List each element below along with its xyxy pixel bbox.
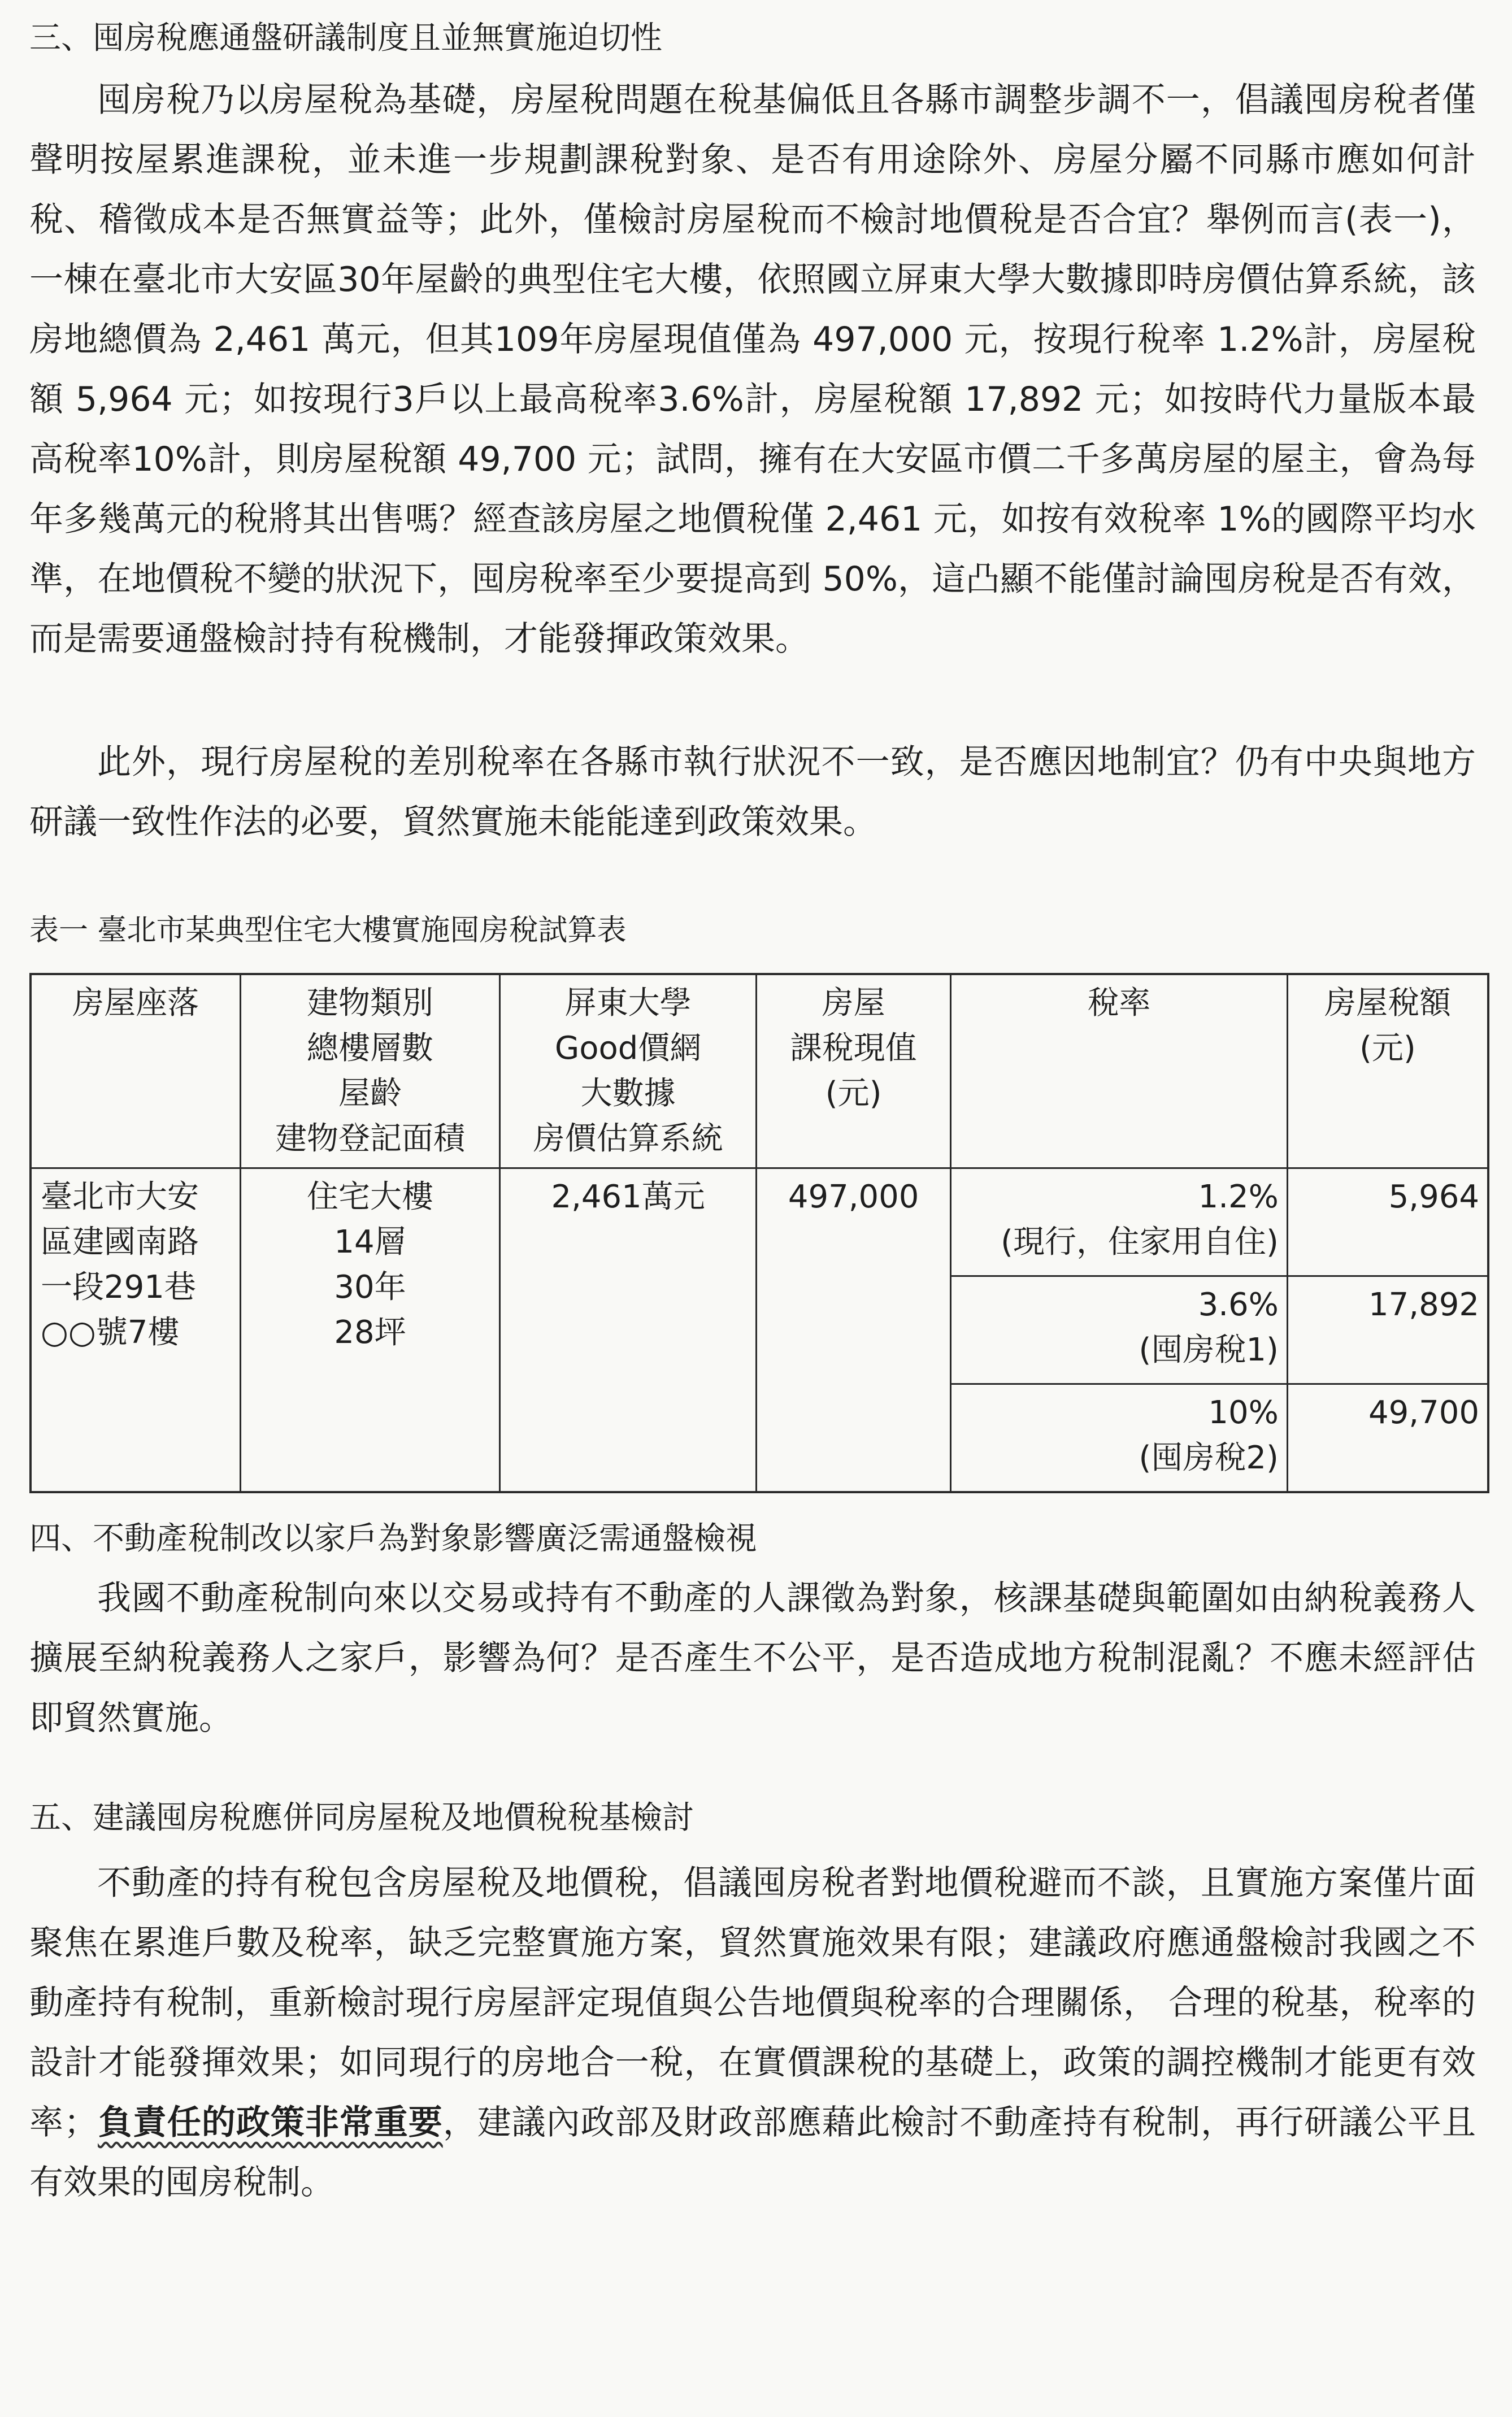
header-location: 房屋座落 — [31, 974, 241, 1168]
section5-text-after: ，建議內政部及財政部應藉此檢討不動產持有稅制，再行研議公平且有效果的囤房稅制。 — [29, 2103, 1476, 2202]
header-building: 建物類別 總樓層數 屋齡 建物登記面積 — [241, 974, 500, 1168]
table-row — [31, 1168, 1488, 1276]
section4-heading: 四、不動產稅制改以家戶為對象影響廣泛需通盤檢視 — [29, 1520, 757, 1557]
cell-assessed-value: 497,000 — [757, 1168, 950, 1493]
section5-text-before: 不動產的持有稅包含房屋稅及地價稅，倡議囤房稅者對地價稅避而不談，且實施方案僅片面聚焦在累進戶數及稅率，缺乏完整實施方案，貿然實施效果有限；建議政府應通盤檢討我國之不動產持有稅制，重新檢討現行房屋評定現值與公告地價與稅率的合理關係， 合理的稅基，稅率的設計才能發揮效果；如同現行的房地合一稅，在實價課稅的基礎上，政策的調控機制才能更有效率； — [29, 1863, 1476, 2142]
cell-tax-current: 5,964 — [1287, 1168, 1488, 1276]
table-caption: 表一 臺北市某典型住宅大樓實施囤房稅試算表 — [29, 914, 627, 947]
header-assessed-value: 房屋 課稅現值 (元) — [757, 974, 950, 1168]
cell-rate-hoarding-1: 3.6% (囤房稅1) — [950, 1276, 1287, 1384]
cell-tax-hoarding-1: 17,892 — [1287, 1276, 1488, 1384]
tax-estimate-table — [29, 973, 1489, 1493]
header-tax-amount: 房屋稅額 (元) — [1287, 974, 1488, 1168]
section5-heading: 五、建議囤房稅應併同房屋稅及地價稅稅基檢討 — [29, 1799, 694, 1836]
emphasis-underlined-text: 負責任的政策非常重要 — [97, 2103, 443, 2142]
section3-paragraph-1: 囤房稅乃以房屋稅為基礎，房屋稅問題在稅基偏低且各縣市調整步調不一，倡議囤房稅者僅聲明按屋累進課稅，並未進一步規劃課稅對象、是否有用途除外、房屋分屬不同縣市應如何計稅、稽徵成本是否無實益等；此外，僅檢討房屋稅而不檢討地價稅是否合宜？舉例而言(表一)，一棟在臺北市大安區30年屋齡的典型住宅大樓，依照國立屏東大學大數據即時房價估算系統，該房地總價為 2,461 萬元，但其109年房屋現值僅為 497,000 元，按現行稅率 1.2%計，房屋稅額 5,964 元；如按現行3戶以上最高稅率3.6%計，房屋稅額 17,892 元；如按時代力量版本最高稅率10%計，則房屋稅額 49,700 元；試問，擁有在大安區市價二千多萬房屋的屋主，會為每年多幾萬元的稅將其出售嗎？經查該房屋之地價稅僅 2,461 元，如按有效稅率 1%的國際平均水準，在地價稅不變的狀況下，囤房稅率至少要提高到 50%，這凸顯不能僅討論囤房稅是否有效，而是需要通盤檢討持有稅機制，才能發揮政策效果。 — [29, 80, 1476, 659]
header-price-system: 屏東大學 Good價網 大數據 房價估算系統 — [499, 974, 757, 1168]
section5-paragraph-1 — [29, 1853, 1476, 2212]
section3-heading: 三、囤房稅應通盤研議制度且並無實施迫切性 — [29, 20, 662, 56]
table-header-row — [31, 974, 1488, 1168]
cell-rate-hoarding-2: 10% (囤房稅2) — [950, 1384, 1287, 1493]
cell-building: 住宅大樓 14層 30年 28坪 — [241, 1168, 500, 1493]
section4-paragraph-1: 我國不動產稅制向來以交易或持有不動產的人課徵為對象，核課基礎與範圍如由納稅義務人擴展至納稅義務人之家戶，影響為何？是否產生不公平，是否造成地方稅制混亂？不應未經評估即貿然實施。 — [29, 1579, 1476, 1738]
cell-rate-current: 1.2% (現行，住家用自住) — [950, 1168, 1287, 1276]
cell-tax-hoarding-2: 49,700 — [1287, 1384, 1488, 1493]
section3-paragraph-2: 此外，現行房屋稅的差別稅率在各縣市執行狀況不一致，是否應因地制宜？仍有中央與地方研議一致性作法的必要，貿然實施未能能達到政策效果。 — [29, 742, 1476, 842]
header-rate: 稅率 — [950, 974, 1287, 1168]
cell-location: 臺北市大安 區建國南路 一段291巷 ○○號7樓 — [31, 1168, 241, 1493]
cell-price: 2,461萬元 — [499, 1168, 757, 1493]
